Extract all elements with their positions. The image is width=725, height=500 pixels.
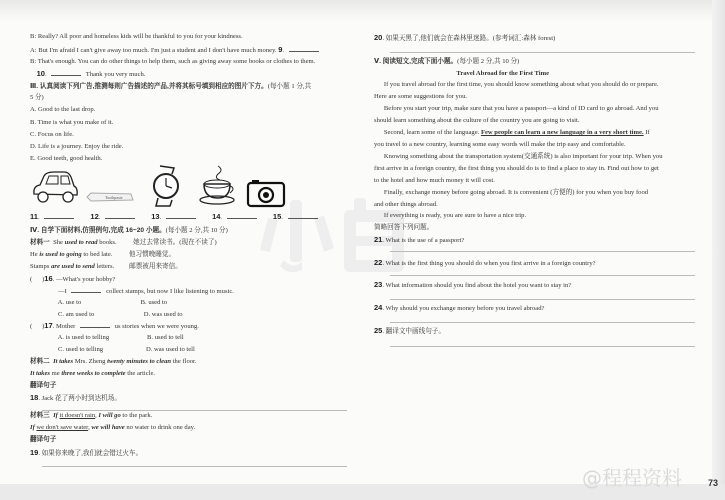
left-text-line bbox=[30, 142, 360, 151]
left-text-line bbox=[30, 118, 360, 127]
left-text-line bbox=[30, 393, 360, 403]
answer-blank[interactable] bbox=[289, 45, 319, 52]
left-text-line bbox=[30, 69, 360, 79]
answer-blank[interactable] bbox=[288, 212, 318, 219]
right-text-line bbox=[374, 176, 706, 185]
text-segment: If bbox=[643, 129, 650, 136]
text-segment: Here are some suggestions for you. bbox=[374, 93, 468, 100]
text-segment: . What information should you find about the hotel you want to stay in? bbox=[382, 282, 572, 289]
text-segment bbox=[260, 214, 273, 221]
answer-blank[interactable] bbox=[71, 286, 101, 293]
text-segment: we will have bbox=[91, 424, 125, 431]
text-segment: B: That's enough. You can do other things to help them, such as giving away some books or clothes to them. bbox=[30, 58, 316, 65]
question-number: 12 bbox=[90, 212, 99, 221]
left-text-line bbox=[30, 274, 360, 284]
text-segment: C. used to telling D. was used to tell bbox=[30, 346, 195, 353]
right-text-line bbox=[374, 326, 706, 336]
text-segment: Second, learn some of the language. bbox=[374, 129, 481, 136]
text-segment: He bbox=[30, 251, 40, 258]
answer-line-22 bbox=[390, 275, 695, 276]
left-text-line bbox=[30, 105, 360, 114]
text-segment: Mrs. Zheng bbox=[73, 358, 108, 365]
text-segment: . —What's your hobby? bbox=[52, 276, 116, 283]
text-segment: 材料一 bbox=[30, 239, 50, 246]
answer-line-24 bbox=[390, 322, 695, 323]
right-text-line bbox=[374, 57, 706, 66]
right-text-line bbox=[374, 152, 706, 161]
left-text-line bbox=[30, 345, 360, 354]
text-segment: If bbox=[30, 424, 35, 431]
answer-line-21 bbox=[390, 251, 695, 252]
text-segment: Before you start your trip, make sure that you have a passport—a kind of ID card to go abroad. And you bbox=[374, 105, 659, 112]
answer-line-23 bbox=[390, 299, 695, 300]
answer-blank[interactable] bbox=[227, 212, 257, 219]
page-number: 73 bbox=[708, 478, 719, 488]
text-segment: I will go bbox=[98, 412, 121, 419]
car-image bbox=[30, 170, 80, 206]
text-segment: 材料三 bbox=[30, 412, 50, 419]
question-number: 23 bbox=[374, 280, 383, 289]
toothpaste-label: Toothpaste bbox=[105, 195, 123, 200]
text-segment: If bbox=[53, 412, 58, 419]
question-number: 11 bbox=[30, 212, 38, 221]
coffee-image bbox=[198, 164, 238, 206]
text-segment: Finally, exchange money before going abroad. It is convenient (方便的) for you when you buy food bbox=[374, 189, 649, 196]
text-segment: to the park. bbox=[120, 412, 153, 419]
watch-image bbox=[148, 164, 184, 208]
text-segment: , bbox=[88, 424, 92, 431]
left-text-line bbox=[30, 448, 360, 458]
answer-line-18 bbox=[42, 410, 347, 411]
question-number: 22 bbox=[374, 258, 383, 267]
question-number: 9 bbox=[278, 45, 283, 54]
text-segment: are used to send bbox=[51, 263, 95, 270]
text-segment: 翻译句子 bbox=[30, 436, 57, 443]
text-segment: It takes bbox=[30, 370, 50, 377]
text-segment: C. Focus on life. bbox=[30, 131, 74, 138]
right-text-line bbox=[374, 303, 706, 313]
answer-line-19 bbox=[42, 466, 347, 467]
text-segment: . 翻译文中画线句子。 bbox=[382, 328, 445, 335]
text-segment: A. Good to the last drop. bbox=[30, 106, 96, 113]
answer-blank[interactable] bbox=[51, 69, 81, 76]
text-segment: Thank you very much. bbox=[84, 71, 146, 78]
text-segment: Ⅳ. 自学下面材料,仿照例句,完成 16~20 小题。 bbox=[30, 227, 166, 234]
text-segment: Travel Abroad for the First Time bbox=[456, 70, 550, 77]
text-segment: . bbox=[282, 47, 286, 54]
text-segment: it doesn't rain bbox=[59, 412, 96, 419]
text-segment: books. 她过去常读书。(现在不读了) bbox=[97, 239, 217, 246]
question-number: 13 bbox=[151, 212, 160, 221]
question-number: 20 bbox=[374, 33, 383, 42]
right-text-line bbox=[374, 140, 706, 149]
text-segment: . bbox=[44, 71, 49, 78]
right-text-line bbox=[374, 69, 706, 78]
left-text-line bbox=[30, 298, 360, 307]
text-segment: . What is the first thing you should do when you first arrive in a foreign country? bbox=[382, 260, 596, 267]
text-segment: Ⅲ. 认真阅读下列广告,推测每则广告描述的产品,并将其标号填到相应的图片下方。 bbox=[30, 83, 268, 90]
answer-line-25 bbox=[390, 346, 695, 347]
text-segment: C. am used to D. was used to bbox=[30, 311, 183, 318]
text-segment: us stories when we were young. bbox=[113, 323, 199, 330]
text-segment: used to read bbox=[64, 239, 98, 246]
text-segment: . What is the use of a passport? bbox=[382, 237, 465, 244]
text-segment: . 如果你来晚了,我们就会错过火车。 bbox=[38, 450, 143, 457]
right-text-line bbox=[374, 164, 706, 173]
left-text-line bbox=[30, 45, 360, 55]
question-number: 21 bbox=[374, 235, 383, 244]
text-segment: no water to drink one day. bbox=[124, 424, 196, 431]
right-text-line bbox=[374, 188, 706, 197]
left-text-line bbox=[30, 262, 360, 271]
text-segment: —I bbox=[30, 288, 69, 295]
question-number: 24 bbox=[374, 303, 383, 312]
text-segment: twenty minutes to clean bbox=[107, 358, 172, 365]
text-segment: . 如果天黑了,他们就会在森林里迷路。(参考词汇:森林 forest) bbox=[382, 35, 556, 42]
question-number: 14 bbox=[212, 212, 221, 221]
text-segment: If you travel abroad for the first time, you should know something about what you should do or prepare. bbox=[374, 81, 659, 88]
text-segment: , bbox=[95, 412, 99, 419]
right-text-line bbox=[374, 258, 706, 268]
text-segment: A. use to B. used to bbox=[30, 299, 168, 306]
scan-shadow-top bbox=[0, 0, 725, 22]
text-segment: . Why should you exchange money before you travel abroad? bbox=[382, 305, 545, 312]
text-segment: . Mother bbox=[52, 323, 77, 330]
text-segment: the article. bbox=[125, 370, 156, 377]
text-segment: collect stamps, but now I like listening to music. bbox=[104, 288, 234, 295]
text-segment: . bbox=[281, 214, 285, 221]
text-segment: . bbox=[98, 214, 103, 221]
text-segment: B: Really? All poor and homeless kids will be thankful to you for your kindness. bbox=[30, 33, 243, 40]
toothpaste-image bbox=[85, 190, 135, 204]
right-text-line bbox=[374, 116, 706, 125]
left-text-line bbox=[30, 321, 360, 331]
text-segment: Few people can learn a new language in a very short time. bbox=[480, 129, 644, 136]
text-segment: (每小题 2 分,共 10 分) bbox=[457, 58, 520, 65]
camera-image bbox=[246, 178, 286, 208]
text-segment: you travel to a new country, learning some easy words will make the trip easy and comfortable. bbox=[374, 141, 626, 148]
text-segment: is used to going bbox=[39, 251, 82, 258]
text-segment bbox=[138, 214, 151, 221]
text-segment: we don't save water bbox=[36, 424, 89, 431]
left-text-line bbox=[30, 310, 360, 319]
text-segment: three weeks to complete bbox=[61, 370, 126, 377]
left-text-line bbox=[30, 238, 360, 247]
text-segment: letters. 邮票被用来寄信。 bbox=[94, 263, 182, 270]
text-segment bbox=[199, 214, 212, 221]
text-segment: and other things abroad. bbox=[374, 201, 438, 208]
text-segment bbox=[374, 70, 456, 77]
left-text-line bbox=[30, 32, 360, 41]
text-segment: me bbox=[49, 370, 62, 377]
text-segment: ( ) bbox=[30, 276, 45, 283]
right-text-line bbox=[374, 80, 706, 89]
right-text-line bbox=[374, 211, 706, 220]
answer-blank[interactable] bbox=[44, 212, 74, 219]
baidu-credit-watermark: @程程资料 bbox=[582, 466, 682, 490]
answer-blank[interactable] bbox=[105, 212, 135, 219]
right-text-line bbox=[374, 128, 706, 137]
text-segment: E. Good teeth, good health. bbox=[30, 155, 103, 162]
text-segment: to bed late. 他习惯晚睡觉。 bbox=[81, 251, 176, 258]
text-segment bbox=[77, 214, 90, 221]
text-segment: (每小题 2 分,共 10 分) bbox=[165, 227, 228, 234]
text-segment: 材料二 bbox=[30, 358, 50, 365]
right-text-line bbox=[374, 280, 706, 290]
question-number: 25 bbox=[374, 326, 383, 335]
answer-blank[interactable] bbox=[166, 212, 196, 219]
left-text-line bbox=[30, 435, 360, 444]
text-segment: the floor. bbox=[171, 358, 197, 365]
left-text-line bbox=[30, 333, 360, 342]
question-number: 16 bbox=[44, 274, 53, 283]
answer-blank[interactable] bbox=[80, 321, 110, 328]
left-text-line bbox=[30, 154, 360, 163]
left-text-line bbox=[30, 423, 360, 432]
text-segment: She bbox=[49, 239, 65, 246]
right-text-line bbox=[374, 235, 706, 245]
text-segment: 翻译句子 bbox=[30, 382, 57, 389]
question-number: 15 bbox=[272, 212, 282, 221]
text-segment: should learn something about the culture of the country you are going to visit. bbox=[374, 117, 580, 124]
text-segment: . bbox=[220, 214, 224, 221]
text-segment: ( ) bbox=[30, 323, 45, 330]
text-segment: It takes bbox=[53, 358, 74, 365]
left-text-line bbox=[30, 82, 360, 91]
text-segment: If everything is ready, you are sure to have a nice trip. bbox=[374, 212, 527, 219]
text-segment: 5 分) bbox=[30, 94, 44, 101]
right-text-line bbox=[374, 223, 706, 232]
left-text-line bbox=[30, 57, 360, 66]
left-text-line bbox=[30, 212, 360, 222]
text-segment: A. is used to telling B. used to tell bbox=[30, 334, 184, 341]
text-segment: D. Life is a journey. Enjoy the ride. bbox=[30, 143, 124, 150]
left-text-line bbox=[30, 130, 360, 139]
question-number: 17 bbox=[44, 321, 53, 330]
right-text-line bbox=[374, 33, 706, 43]
left-text-line bbox=[30, 250, 360, 259]
text-segment: A: But I'm afraid I can't give away too much. I'm just a student and I don't have much money. bbox=[30, 47, 279, 54]
text-segment: Ⅴ. 阅读短文,完成下面小题。 bbox=[374, 58, 458, 65]
left-text-line bbox=[30, 369, 360, 378]
text-segment: 简略回答下列问题。 bbox=[374, 224, 434, 231]
right-text-line bbox=[374, 200, 706, 209]
left-text-line bbox=[30, 357, 360, 366]
question-number: 18 bbox=[30, 393, 39, 402]
text-segment: first arrive in a foreign country, the first thing you should do is to find a place to stay in. Find out how to get bbox=[374, 165, 659, 172]
left-text-line bbox=[30, 226, 360, 235]
text-segment: B. Time is what you make of it. bbox=[30, 119, 114, 126]
text-segment: . Jack 花了两小时到达机场。 bbox=[38, 395, 121, 402]
text-segment: Knowing something about the transportation system(交通系统) is also important for your trip. When you bbox=[374, 153, 663, 160]
left-text-line bbox=[30, 93, 360, 102]
text-segment: . bbox=[159, 214, 163, 221]
text-segment: . bbox=[37, 214, 42, 221]
text-segment: to the hotel and how much money it will cost. bbox=[374, 177, 495, 184]
left-text-line bbox=[30, 286, 360, 296]
question-number: 19 bbox=[30, 448, 39, 457]
text-segment: Stamps bbox=[30, 263, 52, 270]
text-segment bbox=[30, 71, 37, 78]
left-text-line bbox=[30, 381, 360, 390]
answer-line-20 bbox=[390, 52, 695, 53]
text-segment: (每小题 1 分,共 bbox=[267, 83, 312, 90]
right-text-line bbox=[374, 104, 706, 113]
left-text-line bbox=[30, 411, 360, 420]
question-number: 10 bbox=[36, 69, 45, 78]
right-text-line bbox=[374, 92, 706, 101]
scan-shadow-right bbox=[712, 0, 725, 500]
